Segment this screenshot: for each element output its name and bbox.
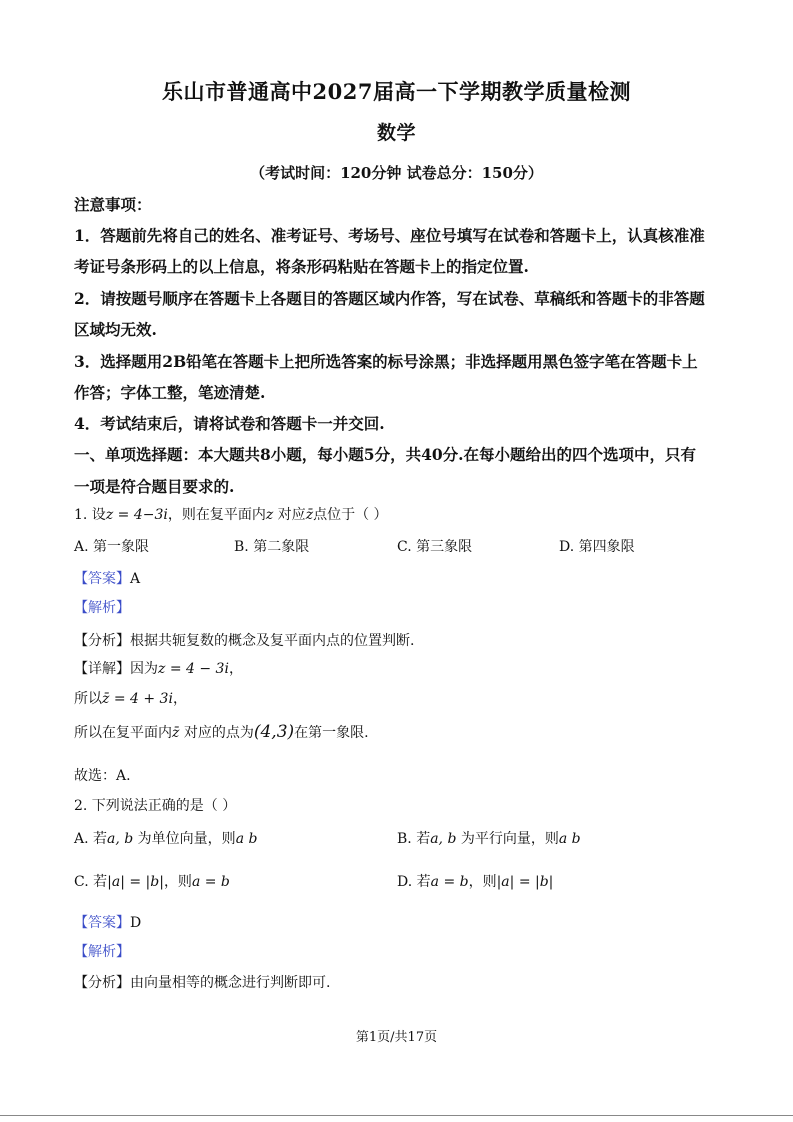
section1-line2: 一项是符合题目要求的. — [74, 477, 235, 496]
q2-optC-mid: ，则 — [163, 874, 192, 890]
q2-option-c — [74, 871, 230, 891]
q1-stem — [74, 504, 388, 524]
section1-line1: 一、单项选择题：本大题共8小题，每小题5分，共40分.在每小题给出的四个选项中，只有 — [74, 445, 697, 464]
note-3-line2: 作答；字体工整，笔迹清楚. — [74, 383, 266, 402]
q2-fenxi-tag: 【分析】 — [74, 975, 130, 991]
q1-answer-value: A — [130, 571, 141, 587]
bottom-divider — [0, 1115, 793, 1116]
q2-fenxi — [74, 972, 330, 992]
q2-answer-tag: 【答案】 — [74, 915, 130, 931]
q1-so1-expr: z̄ = 4 + 3i — [102, 691, 173, 707]
notes-heading: 注意事项： — [74, 195, 152, 214]
q2-optA-mid: 为单位向量，则 — [133, 831, 236, 847]
q2-option-d — [397, 871, 553, 891]
q1-answer — [74, 568, 140, 588]
page-footer: 第1页/共17页 — [355, 1030, 438, 1045]
q1-fenxi-text: 根据共轭复数的概念及复平面内点的位置判断. — [130, 633, 415, 649]
q2-optA-eq: a b — [235, 831, 258, 847]
q2-optB-label: B. 若 — [397, 831, 431, 847]
q2-option-a — [74, 828, 257, 848]
note-2-line2: 区域均无效. — [74, 320, 157, 339]
q2-fenxi-text: 由向量相等的概念进行判断即可. — [130, 975, 331, 991]
q1-detail-expr: z = 4 − 3i — [158, 661, 229, 677]
q1-so1 — [74, 688, 187, 708]
q1-detail-tag: 【详解】 — [74, 661, 130, 677]
q2-optA-vars: a, b — [107, 831, 134, 847]
q1-option-c: C. 第三象限 — [397, 539, 473, 555]
q2-optD-mid: ，则 — [468, 874, 497, 890]
note-2-line1: 2．请按题号顺序在答题卡上各题目的答题区域内作答，写在试卷、草稿纸和答题卡的非答题 — [74, 289, 705, 308]
q2-optD-cond: a = b — [430, 874, 469, 890]
q2-optC-label: C. 若 — [74, 874, 108, 890]
exam-info: （考试时间：120分钟 试卷总分：150分） — [250, 164, 543, 182]
q1-fenxi-tag: 【分析】 — [74, 633, 130, 649]
q1-so1-pre: 所以 — [74, 691, 102, 707]
q2-optD-label: D. 若 — [397, 874, 431, 890]
q2-analysis-tag: 【解析】 — [74, 944, 130, 960]
q2-stem: 2. 下列说法正确的是（ ） — [74, 798, 237, 814]
note-3-line1: 3．选择题用2B铅笔在答题卡上把所选答案的标号涂黑；非选择题用黑色签字笔在答题卡上 — [74, 352, 698, 371]
q1-option-a: A. 第一象限 — [74, 539, 150, 555]
q1-so2-mid: 对应的点为 — [179, 725, 254, 741]
q1-expr: z = 4−3i — [105, 507, 168, 523]
q1-mid2: 对应 — [273, 507, 306, 523]
note-4: 4．考试结束后，请将试卷和答题卡一并交回. — [74, 414, 385, 433]
q1-analysis-tag: 【解析】 — [74, 600, 130, 616]
q1-so2-pre: 所以在复平面内 — [74, 725, 172, 741]
q2-option-b — [397, 828, 581, 848]
q1-so2-end: 在第一象限. — [294, 725, 369, 741]
q2-optB-vars: a, b — [430, 831, 457, 847]
q2-optB-mid: 为平行向量，则 — [456, 831, 559, 847]
q2-optB-eq: a b — [558, 831, 581, 847]
q2-optA-label: A. 若 — [74, 831, 108, 847]
q2-answer — [74, 912, 141, 932]
q2-optD-eq: |a| = |b| — [496, 874, 554, 890]
q1-suffix: 点位于（ ） — [313, 507, 388, 523]
q1-detail-end: ， — [228, 661, 243, 677]
q2-answer-value: D — [130, 915, 142, 931]
q1-option-b: B. 第二象限 — [234, 539, 310, 555]
q1-answer-tag: 【答案】 — [74, 571, 130, 587]
q1-zbar: z̄ — [305, 507, 314, 523]
subject-title: 数学 — [376, 122, 416, 144]
q1-so1-end: ， — [172, 691, 187, 707]
q1-choose: 故选：A. — [74, 768, 131, 784]
page-title: 乐山市普通高中2027届高一下学期教学质量检测 — [162, 79, 631, 104]
q1-so2-point: (4,3) — [253, 722, 295, 742]
q1-so2 — [74, 722, 369, 742]
q1-so2-zbar: z̄ — [172, 725, 180, 741]
q1-detail-pre: 因为 — [130, 661, 158, 677]
note-1-line2: 考证号条形码上的以上信息，将条形码粘贴在答题卡上的指定位置. — [74, 257, 529, 276]
q1-prefix: 1. 设 — [74, 507, 106, 523]
q2-optC-cond: |a| = |b| — [107, 874, 164, 890]
q1-detail — [74, 658, 243, 678]
q1-fenxi — [74, 630, 414, 650]
q1-z: z — [265, 507, 274, 523]
q1-option-d: D. 第四象限 — [559, 539, 635, 555]
note-1-line1: 1．答题前先将自己的姓名、准考证号、考场号、座位号填写在试卷和答题卡上，认真核准准 — [74, 226, 705, 245]
q1-mid: ，则在复平面内 — [167, 507, 266, 523]
q2-optC-eq: a = b — [191, 874, 230, 890]
